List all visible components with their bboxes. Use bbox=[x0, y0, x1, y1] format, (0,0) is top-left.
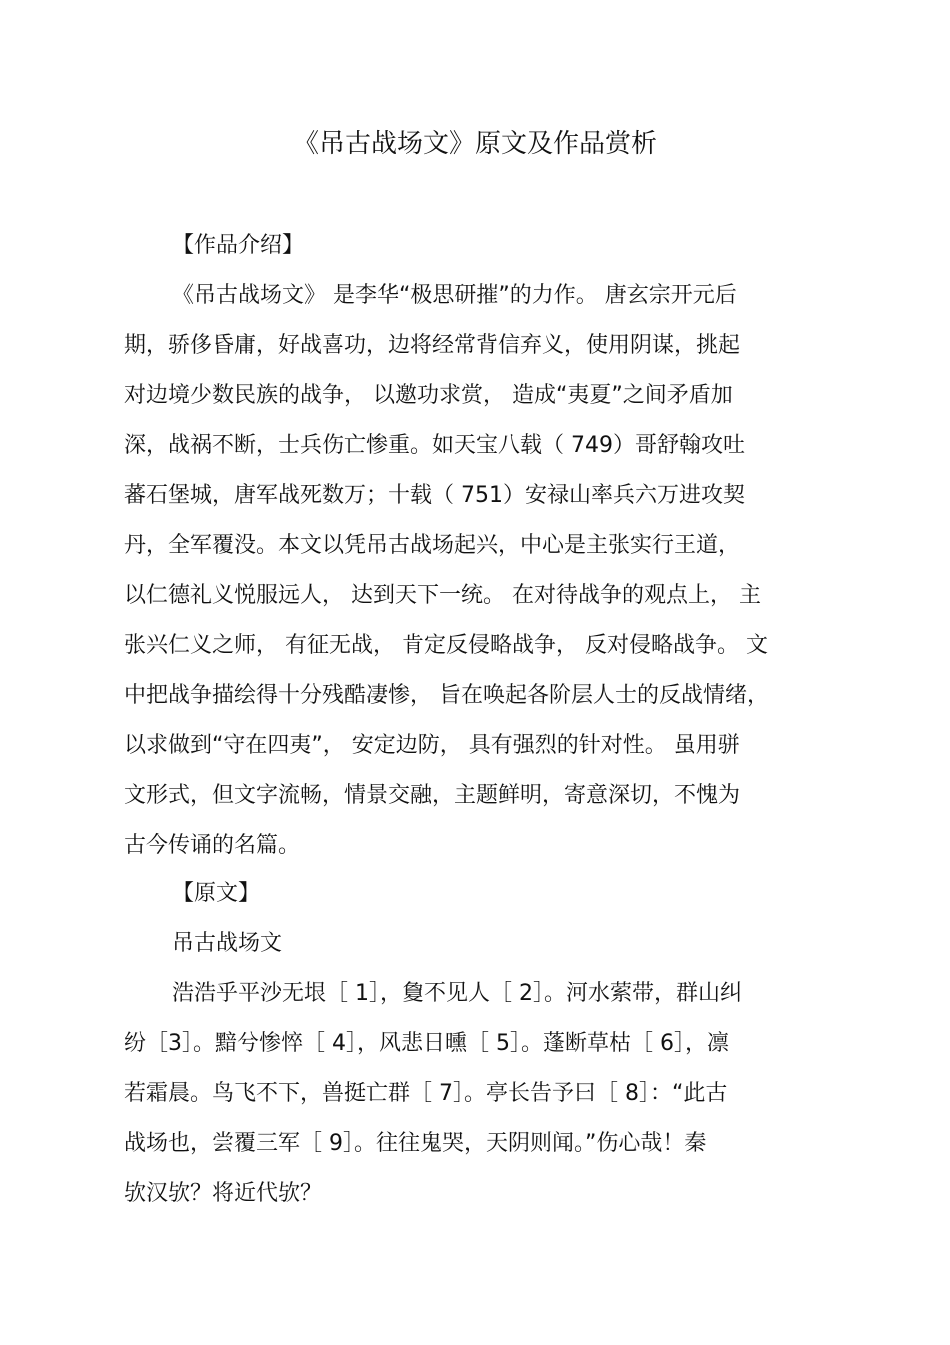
paragraph-line: 中把战争描绘得十分残酷凄惨， 旨在唤起各阶层人士的反战情绪， bbox=[124, 683, 769, 708]
paragraph-line: 战场也，尝覆三军［ 9］。往往鬼哭，天阴则闻。”伤心哉！秦 bbox=[124, 1131, 707, 1156]
paragraph-line: 张兴仁义之师， 有征无战， 肯定反侵略战争， 反对侵略战争。 文 bbox=[124, 633, 768, 658]
paragraph-line: 若霜晨。鸟飞不下，兽挺亡群［ 7］。亭长告予曰［ 8］：“此古 bbox=[124, 1081, 728, 1106]
paragraph-line: 丹，全军覆没。本文以凭吊古战场起兴，中心是主张实行王道， bbox=[124, 533, 741, 558]
paragraph-line: 欤汉欤？将近代欤？ bbox=[124, 1181, 323, 1206]
paragraph-line: 浩浩乎平沙无垠［ 1］，敻不见人［ 2］。河水萦带，群山纠 bbox=[172, 981, 742, 1006]
paragraph-line: 蕃石堡城，唐军战死数万；十载（ 751）安禄山率兵六万进攻契 bbox=[124, 483, 745, 508]
paragraph-line: 对边境少数民族的战争， 以邀功求赏， 造成“夷夏”之间矛盾加 bbox=[124, 383, 733, 408]
paragraph-line: 纷［3］。黯兮惨悴［ 4］，风悲日曛［ 5］。蓬断草枯［ 6］，凛 bbox=[124, 1031, 729, 1056]
section-heading-original: 【原文】 bbox=[172, 881, 261, 906]
section-heading-intro: 【作品介绍】 bbox=[172, 233, 305, 258]
paragraph-line: 文形式，但文字流畅，情景交融，主题鲜明，寄意深切，不愧为 bbox=[124, 783, 741, 808]
paragraph-line: 期，骄侈昏庸，好战喜功，边将经常背信弃义，使用阴谋，挑起 bbox=[124, 333, 741, 358]
paragraph-line: 以求做到“守在四夷”， 安定边防， 具有强烈的针对性。 虽用骈 bbox=[124, 733, 740, 758]
paragraph-line: 深，战祸不断，士兵伤亡惨重。如天宝八载（ 749）哥舒翰攻吐 bbox=[124, 433, 745, 458]
paragraph-line: 《吊古战场文》 是李华“极思研摧”的力作。 唐玄宗开元后 bbox=[172, 283, 737, 308]
document-title: 《吊古战场文》原文及作品赏析 bbox=[292, 129, 657, 159]
paragraph-line: 古今传诵的名篇。 bbox=[124, 833, 301, 858]
section-subtitle: 吊古战场文 bbox=[172, 931, 283, 956]
paragraph-line: 以仁德礼义悦服远人， 达到天下一统。 在对待战争的观点上， 主 bbox=[124, 583, 761, 608]
